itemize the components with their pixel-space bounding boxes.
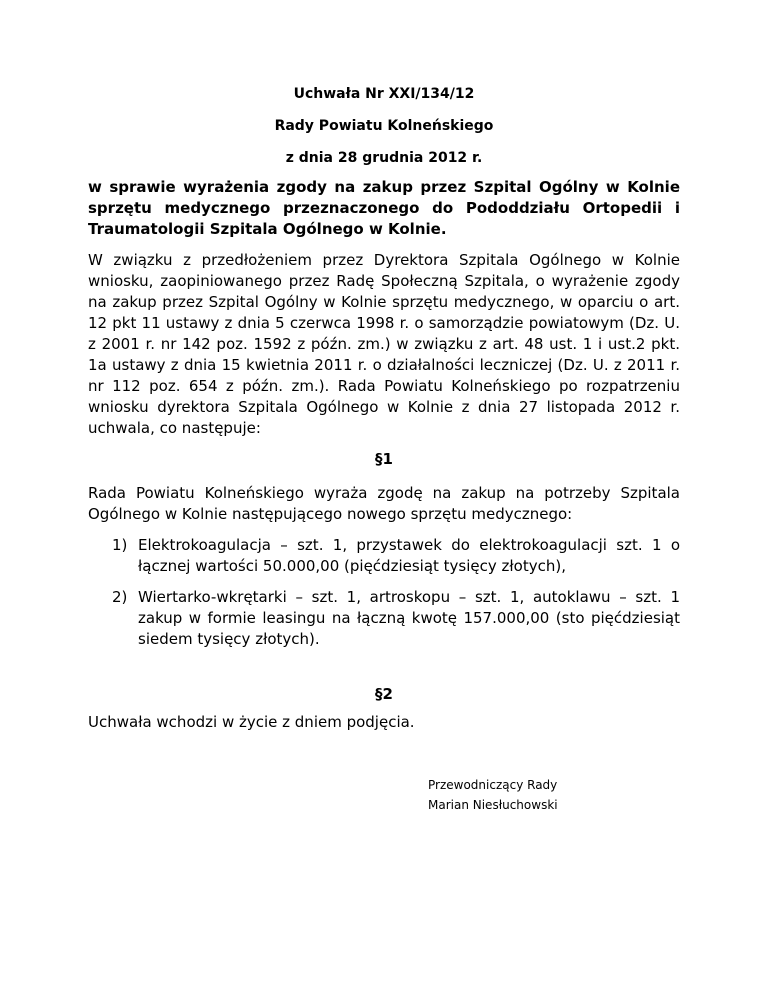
- resolution-subject: w sprawie wyrażenia zgody na zakup przez Szpital Ogólny w Kolnie sprzętu medycznego przeznaczonego do Pododdziału Ortopedii i Traumatologii Szpitala Ogólnego w Kolnie.: [88, 178, 680, 238]
- resolution-date-title: z dnia 28 grudnia 2012 r.: [285, 150, 483, 166]
- signature-name: Marian Niesłuchowski: [428, 798, 558, 812]
- list-item: [88, 535, 680, 577]
- section-2-heading: §2: [375, 685, 393, 703]
- resolution-number-title: Uchwała Nr XXI/134/12: [293, 86, 475, 102]
- section-2-text: Uchwała wchodzi w życie z dniem podjęcia.: [88, 713, 415, 731]
- list-item: [88, 587, 680, 650]
- section-1-text: Rada Powiatu Kolneńskiego wyraża zgodę na zakup na potrzeby Szpitala Ogólnego w Kolnie następującego nowego sprzętu medycznego:: [88, 484, 680, 523]
- list-item-number: 1): [112, 536, 128, 554]
- document-page: [88, 86, 680, 743]
- council-name-title: Rady Powiatu Kolneńskiego: [274, 118, 494, 134]
- list-item-text: Elektrokoagulacja – szt. 1, przystawek do elektrokoagulacji szt. 1 o łącznej wartości 50.000,00 (pięćdziesiąt tysięcy złotych),: [138, 536, 680, 575]
- equipment-list: [88, 535, 680, 650]
- signature-role: Przewodniczący Rady: [428, 778, 558, 792]
- list-item-number: 2): [112, 588, 128, 606]
- list-item-text: Wiertarko-wkrętarki – szt. 1, artroskopu – szt. 1, autoklawu – szt. 1 zakup w formie leasingu na łączną kwotę 157.000,00 (sto pięćdziesiąt siedem tysięcy złotych).: [138, 588, 680, 648]
- section-1-heading: §1: [375, 450, 393, 468]
- preamble-paragraph: W związku z przedłożeniem przez Dyrektora Szpitala Ogólnego w Kolnie wniosku, zaopiniowanego przez Radę Społeczną Szpitala, o wyrażenie zgody na zakup przez Szpital Ogólny w Kolnie sprzętu medycznego, w oparciu o art. 12 pkt 11 ustawy z dnia 5 czerwca 1998 r. o samorządzie powiatowym (Dz. U. z 2001 r. nr 142 poz. 1592 z późn. zm.) w związku z art. 48 ust. 1 i ust.2 pkt. 1a ustawy z dnia 15 kwietnia 2011 r. o działalności leczniczej (Dz. U. z 2011 r. nr 112 poz. 654 z późn. zm.). Rada Powiatu Kolneńskiego po rozpatrzeniu wniosku dyrektora Szpitala Ogólnego w Kolnie z dnia 27 listopada 2012 r. uchwala, co następuje:: [88, 251, 680, 437]
- signature-block: [428, 775, 558, 815]
